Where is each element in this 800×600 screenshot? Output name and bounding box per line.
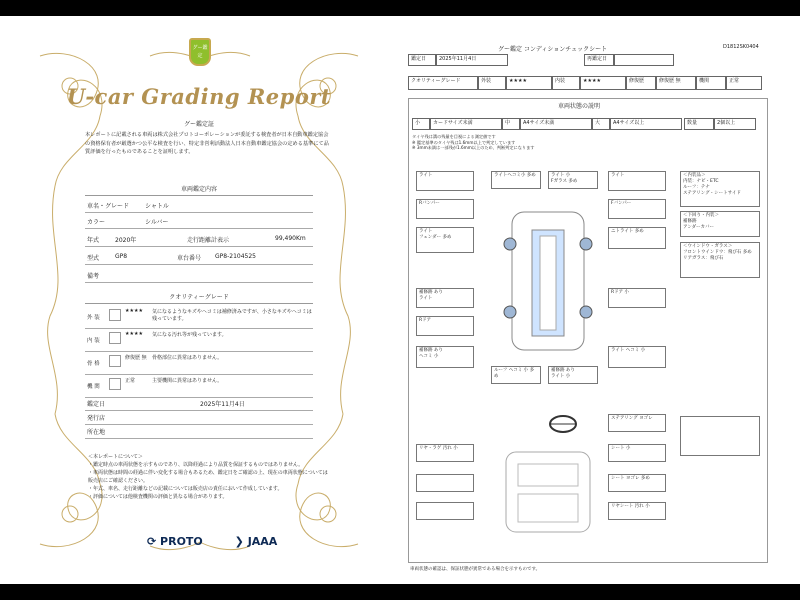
certificate-intro: 本レポートに記載される車両は株式会社プロトコーポレーションが委託する検査者が日本自動車鑑定協会の資格保有者が厳選かつ公平な検査を行い、特定非営利活動法人日本自動車鑑定協会の定める基準にて品質評価を行ったものであることを証明します。 — [85, 132, 329, 155]
side-note — [680, 416, 760, 456]
legend-title: 車両状態の説明 — [558, 103, 601, 110]
sheet-title: グー鑑定 コンディションチェックシート — [498, 46, 608, 53]
quality-frame-row: 骨 格 修復歴 無 骨格部位に異常はありません。 — [85, 352, 313, 375]
damage-note: ライト 小 Fガラス 多め — [548, 171, 598, 189]
car-top-diagram — [498, 206, 598, 356]
sheet-footer: 車両状態の確認は、保証状態が異常である場合を示すものです。 — [410, 567, 541, 572]
vehicle-section-title: 車両鑑定内容 — [85, 184, 313, 196]
damage-note: ライト ヘコミ 小 — [608, 346, 666, 368]
interior-note: シート ヨゴレ 多め — [608, 474, 666, 492]
damage-note: ルーフ ヘコミ 小 多め — [491, 366, 541, 384]
check-box — [109, 378, 121, 390]
quality-interior-row: 内 装 ★★★★ 気になる汚れ等が残っています。 — [85, 329, 313, 352]
report-notes: ＜本レポートについて＞ ・鑑定時点の車両状態を示すものであり、以降経過により品質を保証するものではありません。 ・車両状態は時間の経過に伴い変化する場合もあるため、鑑定日をご確認の上、現在の車両状態については販売店にご確認ください。 ・年式、車名、走行距離などの記載については販売店の責任において作成しています。 ・評価については他検査機関の評価と異なる場合があります。 — [88, 454, 328, 500]
document-sheet — [0, 16, 800, 584]
damage-note: 補修跡 あり ヘコミ 小 — [416, 346, 474, 368]
steering-wheel-icon — [548, 414, 578, 434]
inspection-date-row: 鑑定日 2025年11月4日 — [85, 396, 313, 411]
interior-note — [416, 474, 474, 492]
side-note: ＜ウインドウ・ガラス＞ フロントウインドウ：飛び石 多め リアガラス：飛び石 — [680, 242, 760, 278]
condition-check-sheet: グー鑑定 コンディションチェックシート D1812SK0404 鑑定日 2025年11月4日 再鑑定日 クオリティーグレード 外装 ★★★★ 内装 ★★★★ 修復歴 修復歴 無 機関 正常 車両状態の説明 小 カードサイズ未満 中 A4サイズ未満 大 A4サイズ以上 数量 2個以上 タイヤ残は溝の残量を目視による測定値です ※ 鑑定基準のタイヤ残は1.6mm以上で判定しています ※ 3mm未満は一部残が1.6mm以上のため、判断判定になります ライト Rバンパー ライト フェンダー 多め 補修跡 あり ライト Rドア 補修跡 あり ヘコミ 小 ライトヘコミ小 多め ライト 小 Fガラス 多め ライト Fバンパー ニトライト 多め Rドア 小 ライト ヘコミ 小 ルーフ ヘコミ 小 多め 補修跡 あり ライト 小 ＜内装品＞ 内装：ナビ・ETC ルーフ：テナ ステアリング・シートサイド ＜下回り・内装＞ 補修跡 アンダーカバー ＜ウインドウ・ガラス＞ フロントウインドウ：飛び石 多め リアガラス：飛び石 ステアリング ヨゴレ シート 小 シート ヨゴレ 多め リヤシート 汚れ 小 リヤ・ラゲ 汚れ 小 車両状態の確認は、保証状態が異常である場合を示すものです。 — [398, 16, 800, 584]
damage-note: ライト — [416, 171, 474, 191]
note-item: ・車両状態は時間の経過に伴い変化する場合もあるため、鑑定日をご確認の上、現在の車両状態については販売店にご確認ください。 — [88, 470, 328, 484]
quality-engine-row: 機 関 正常 主要機関に異常はありません。 — [85, 375, 313, 398]
doc-id: D1812SK0404 — [723, 44, 759, 50]
damage-note: 補修跡 あり ライト 小 — [548, 366, 598, 384]
damage-note: Rドア — [416, 316, 474, 336]
note-item: ・年式、車名、走行距離などの記載については販売店の責任において作成しています。 — [88, 486, 283, 492]
damage-note: ライトヘコミ小 多め — [491, 171, 541, 189]
issuer-row: 発行店 — [85, 410, 313, 425]
interior-note — [416, 502, 474, 520]
side-note: ＜下回り・内装＞ 補修跡 アンダーカバー — [680, 211, 760, 237]
note-item: ・鑑定時点の車両状態を示すものであり、以降経過により品質を保証するものではありません。 — [88, 462, 304, 468]
interior-note: シート 小 — [608, 444, 666, 462]
vehicle-name-row: 車名・グレード シャトル — [85, 198, 313, 213]
note-item: ・評価については他検査機関の評価と異なる場合があります。 — [88, 494, 228, 500]
proto-logo: ⟳ PROTO — [147, 535, 203, 548]
check-box — [109, 309, 121, 321]
vehicle-model-row: 型式 GP8 車台番号 GP8-2104525 — [85, 250, 313, 265]
interior-note: ステアリング ヨゴレ — [608, 414, 666, 432]
quality-exterior-row: 外 装 ★★★★ 気になるようなキズやヘコミは補修済みですが、小さなキズやヘコミは残っています。 — [85, 306, 313, 329]
check-box — [109, 355, 121, 367]
vehicle-year-row: 年式 2020年 走行距離計表示 99,490Km — [85, 232, 313, 247]
vehicle-remarks-row: 備考 — [85, 268, 313, 283]
grading-certificate — [0, 16, 398, 584]
check-box — [109, 332, 121, 344]
damage-note: Rバンパー — [416, 199, 474, 219]
damage-note: 補修跡 あり ライト — [416, 288, 474, 308]
legend-note: タイヤ残は溝の残量を目視による測定値です ※ 鑑定基準のタイヤ残は1.6mm以上で判定しています ※ 3mm未満は一部残が1.6mm以上のため、判断判定になります — [412, 134, 535, 150]
certificate-title: U-car Grading Report — [66, 84, 332, 109]
location-row: 所在地 — [85, 424, 313, 439]
vehicle-color-row: カラー シルバー — [85, 214, 313, 229]
interior-note: リヤ・ラゲ 汚れ 小 — [416, 444, 474, 462]
quality-section-title: クオリティーグレード — [85, 292, 313, 304]
logos — [147, 535, 305, 548]
damage-note: ライト — [608, 171, 666, 191]
damage-note: Fバンパー — [608, 199, 666, 219]
damage-note: ニトライト 多め — [608, 227, 666, 249]
interior-note: リヤシート 汚れ 小 — [608, 502, 666, 520]
certificate-subtitle: グー鑑定証 — [183, 121, 214, 128]
damage-note: Rドア 小 — [608, 288, 666, 308]
side-note: ＜内装品＞ 内装：ナビ・ETC ルーフ：テナ ステアリング・シートサイド — [680, 171, 760, 207]
damage-note: ライト フェンダー 多め — [416, 227, 474, 253]
car-interior-diagram — [498, 446, 598, 536]
jaaa-logo: ❯ JAAA — [234, 535, 278, 548]
goo-badge: グー鑑定 — [189, 38, 211, 66]
sheet-date: 2025年11月4日 — [436, 54, 508, 66]
